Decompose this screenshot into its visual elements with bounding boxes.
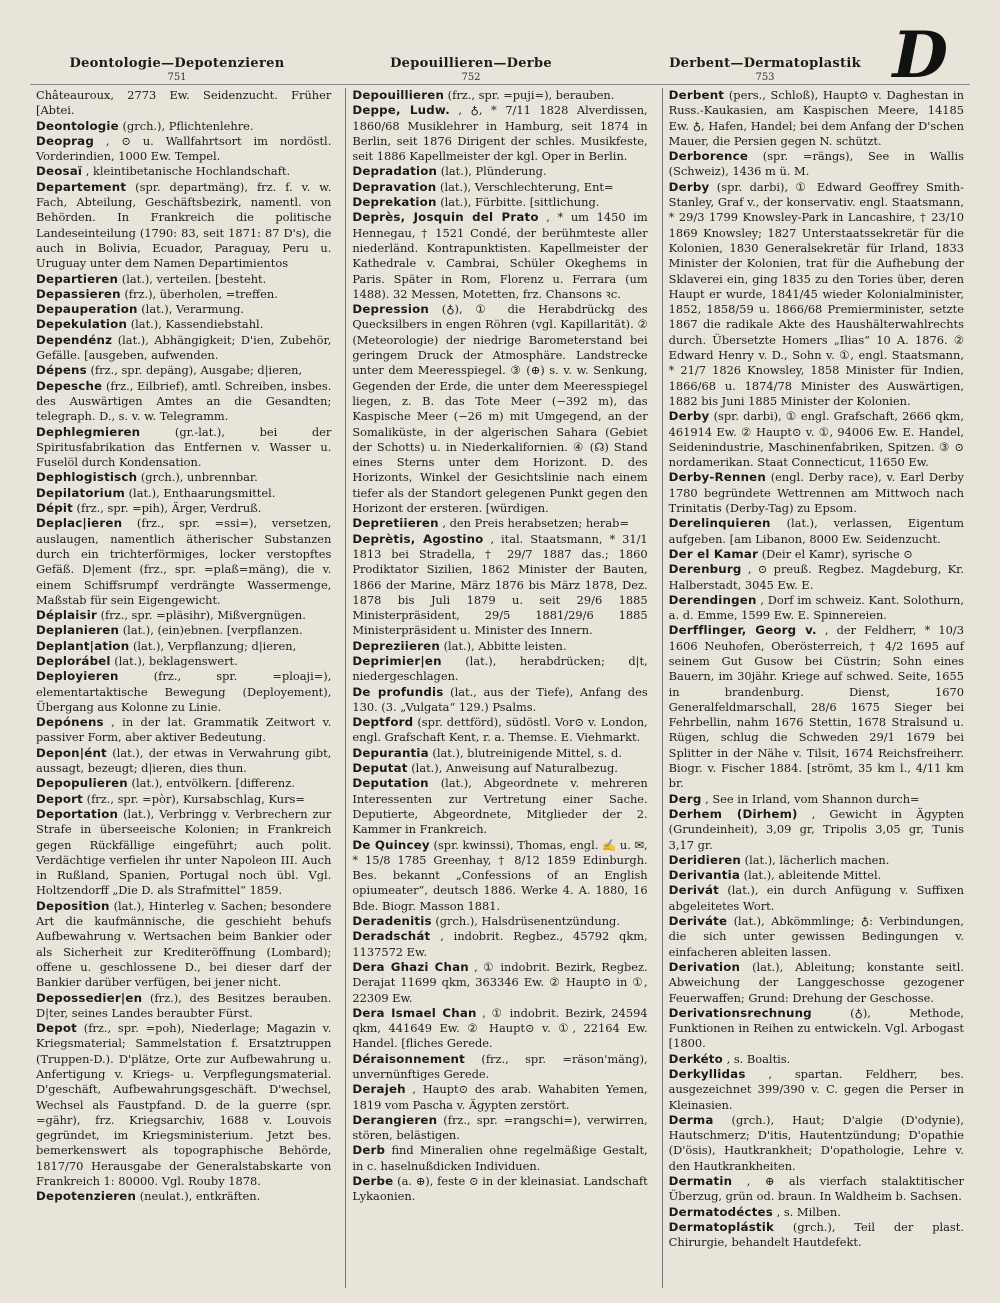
dictionary-entry: [352, 1006, 647, 1052]
entry-body: , spartan. Feldherr, bes. ausgezeichnet 399/390 v. C. gegen die Perser in Kleinasien.: [668, 1067, 964, 1112]
entry-body: (frz., spr. depäng), Ausgabe; d|ieren,: [86, 363, 303, 378]
dictionary-entry: [669, 807, 964, 853]
entry-headword: Déplaisir: [36, 608, 97, 623]
dictionary-entry: [669, 1113, 964, 1174]
entry-headword: Derma: [668, 1112, 714, 1127]
dictionary-entry: [352, 654, 647, 685]
entry-headword: Derby: [668, 179, 710, 194]
dictionary-entry: [36, 486, 331, 501]
entry-headword: Depradation: [352, 164, 438, 179]
page-number: 753: [755, 72, 775, 83]
entry-body: Châteauroux, 2773 Ew. Seidenzucht. Früher [Abtei.: [36, 88, 332, 118]
entry-headword: Dermatoplástik: [668, 1219, 775, 1234]
entry-body: , in der lat. Grammatik Zeitwort v. passiver Form, aber aktiver Bedeutung.: [36, 715, 332, 745]
entry-body: , ⊙ u. Wallfahrtsort im nordöstl. Vorderindien, 1000 Ew. Tempel.: [36, 133, 332, 164]
entry-body: (♁), Methode, Funktionen in Reihen zu entwickeln. Vgl. Arbogast [1800.: [668, 1005, 964, 1051]
dictionary-entry: [352, 776, 647, 837]
entry-headword: Dépens: [36, 363, 87, 378]
dictionary-entry: [352, 1174, 647, 1205]
dictionary-entry: [36, 302, 331, 317]
entry-headword: Derg: [668, 791, 702, 806]
entry-headword: Dephlogistisch: [36, 470, 138, 485]
entry-body: , Haupt⊙ des arab. Wahabiten Yemen, 1819 vom Pascha v. Ägypten zerstört.: [352, 1082, 648, 1112]
entry-body: (frz.), überholen, =treffen.: [120, 286, 278, 301]
entry-body: (frz., spr. =poh), Niederlage; Magazin v. Kriegsmaterial; Sammelstation f. Ersatztruppen (Truppen-D.). D'plätze, Orte zur Aufbewahrung u. Anfertigung v. Kriegs- u. Verpflegungsmaterial. D'geschäft, Aufbewahrungsgeschäft. D'wechsel, Wechsel als Faustpfand. D. de la guerre (spr. =gähr), frz. Kriegsarchiv, 1688 v. Louvois gegründet, im Kriegsministerium. Jetzt bes. bemerkenswert als topographische Behörde, 1817/70 Herausgabe der Generalstabskarte von Frankreich 1: 80000. Vgl. Rouby 1878.: [36, 1021, 332, 1189]
dictionary-entry: [669, 792, 964, 807]
entry-body: (frz., spr. =pòr), Kursabschlag, Kurs=: [83, 791, 305, 806]
dictionary-entry: [352, 532, 647, 639]
dictionary-entry: [352, 88, 647, 103]
entry-body: (♁), ① die Herabdrückg des Quecksilbers in engen Röhren (vgl. Kapillarität). ② (Meteorologie) der niedrige Barometerstand bei geringem Druck der Atmosphäre. Landstrecke unter dem Meeresspiegel. ③ (⊕) s. v. w. Senkung, Gegenden der Erde, die unter dem Meeresspiegel liegen, z. B. das Tote Meer (−392 m), das Kaspische Meer (−26 m) mit Umgegend, an der Somaliküste, in der algerischen Sahara (Gebiet der Schotts) u. in Niederkalifornien. ④ (☊) Stand eines Sterns unter dem Horizont. D. des Horizonts, Winkel der Gesichtslinie nach einem tiefer als der Standort gelegenen Punkt gegen den Horizont der ersteren. [würdigen.: [352, 302, 648, 516]
entry-headword: Deridieren: [668, 852, 742, 867]
dictionary-entry: [36, 807, 331, 899]
entry-headword: Deployieren: [36, 669, 119, 684]
dictionary-entry: [352, 838, 647, 914]
entry-body: (a. ⊕), feste ⊙ in der kleinasiat. Landschaft Lykaonien.: [352, 1174, 648, 1204]
entry-body: (lat.), der etwas in Verwahrung gibt, aussagt, bezeugt; d|ieren, dies thun.: [36, 745, 332, 776]
entry-headword: Dermatin: [668, 1174, 733, 1189]
dictionary-entry: [352, 960, 647, 1006]
dictionary-entry: [352, 180, 647, 195]
dictionary-entry: [669, 88, 964, 149]
entry-headword: Derfflinger, Georg v.: [668, 623, 817, 638]
entry-headword: Deradschát: [352, 929, 431, 944]
dictionary-entry: [669, 914, 964, 960]
dictionary-entry: [36, 134, 331, 165]
entry-headword: Deriváte: [668, 914, 728, 929]
running-header-middle: [324, 56, 618, 83]
dictionary-entry: [669, 868, 964, 883]
entry-body: (frz., spr. =ploaji=), elementartaktische Bewegung (Deployement), Übergang aus Kolonne zu Linie.: [36, 669, 332, 714]
entry-headword: Depotenzieren: [36, 1189, 137, 1204]
entry-headword: De Quincey: [352, 837, 430, 852]
entry-body: , den Preis herabsetzen; herab=: [438, 516, 629, 531]
entry-body: (grch.), Teil der plast. Chirurgie, behandelt Hautdefekt.: [668, 1219, 964, 1250]
entry-body: , der Feldherr, * 10/3 1606 Neuhofen, Oberösterreich, † 4/2 1695 auf seinem Gut Gusow bei Cüstrin; Sohn eines Bauern, im 30jähr. Kriege auf schwed. Seite, 1655 in brandenburg. Dienst, 1670 Generalfeldmarschall, 28/6 1675 Sieger bei Fehrbellin, nahm 1676 Stettin, 1678 Stralsund u. Rügen, schlug die Schweden 29/1 1679 bei Splitter in der Nähe v. Tilsit, 1674 Reichsfreiherr. Biogr. v. Fischer 1884. [strömt, 35 km l., 4/11 km br.: [668, 623, 964, 791]
page-number: 752: [461, 72, 481, 83]
entry-headword: Depon|ént: [36, 745, 107, 760]
dictionary-entry: [669, 547, 964, 562]
entry-body: , indobrit. Regbez., 45792 qkm, 1137572 Ew.: [352, 929, 648, 959]
entry-headword: Depilatorium: [36, 485, 125, 500]
entry-headword: Depopulieren: [36, 776, 128, 791]
columns: [30, 88, 970, 1288]
entry-body: (lat.), Abhängigkeit; D'ien, Zubehör, Gefälle. [ausgeben, aufwenden.: [36, 332, 332, 363]
entry-headword: Derenburg: [668, 562, 742, 577]
entry-headword: Dephlegmieren: [36, 424, 141, 439]
entry-headword: Derb: [352, 1143, 386, 1158]
entry-body: , ⊙ preuß. Regbez. Magdeburg, Kr. Halberstadt, 3045 Ew. E.: [668, 562, 964, 592]
dictionary-entry: [36, 333, 331, 364]
entry-body: , Gewicht in Ägypten (Grundeinheit), 3,09 gr, Tripolis 3,05 gr, Tunis 3,17 gr.: [668, 806, 964, 852]
entry-body: (spr. =rängs), See in Wallis (Schweiz), 1436 m ü. M.: [668, 149, 964, 179]
entry-headword: Derelinquieren: [668, 516, 771, 531]
dictionary-entry: [352, 929, 647, 960]
entry-body: (lat.), beklagenswert.: [110, 653, 238, 668]
dictionary-entry: [669, 960, 964, 1006]
entry-body: (frz., spr. =puji=), berauben.: [444, 88, 615, 102]
entry-body: (grch.), Haut; D'algie (D'odynie), Hautschmerz; D'itis, Hautentzündung; D'opathie (D'ösis), Hautkrankheit; D'opathologie, Lehre v. den Hautkrankheiten.: [668, 1112, 964, 1173]
dictionary-entry: [36, 501, 331, 516]
entry-headword: Dermatodéctes: [668, 1204, 773, 1219]
dictionary-entry: [36, 639, 331, 654]
dictionary-entry: [36, 272, 331, 287]
running-header-left: [30, 56, 324, 83]
entry-headword: Depravation: [352, 179, 437, 194]
entry-body: (grch.), Halsdrüsenentzündung.: [431, 914, 620, 929]
column-left: [30, 88, 337, 1288]
entry-headword: Depesche: [36, 378, 103, 393]
dictionary-entry: [352, 210, 647, 302]
entry-body: (frz., spr. =räson'mäng), unvernünftiges Gerede.: [352, 1051, 648, 1081]
dictionary-entry: [669, 149, 964, 180]
entry-headword: Deputat: [352, 761, 408, 776]
entry-headword: Derivát: [668, 883, 720, 898]
dictionary-entry: [669, 1205, 964, 1220]
dictionary-entry: [669, 180, 964, 409]
header-title: Depouillieren—Derbe: [390, 56, 552, 71]
entry-headword: Depouillieren: [352, 88, 445, 102]
entry-headword: Dependénz: [36, 332, 113, 347]
dictionary-entry: [669, 623, 964, 791]
entry-body: , s. Milben.: [772, 1204, 841, 1219]
header-rule: [30, 84, 970, 85]
entry-body: (spr. departmäng), frz. f. v. w. Fach, Abteilung, Geschäftsbezirk, namentl. von Behörden. In Frankreich die politische Landeseinteilung (1790: 83, seit 1871: 87 D's), die auch in Bolivia, Ecuador, Paraguay, Peru u. Uruguay unter dem Namen Departimientos: [36, 179, 332, 271]
entry-body: (spr. kwinssi), Thomas, engl. ✍ u. ✉, * 15/8 1785 Greenhay, † 8/12 1859 Edinburgh. Bes. bekannt „Confessions of an English opiumeater“, deutsch 1886. Werke 4. A. 1880, 16 Bde. Biogr. Masson 1881.: [352, 837, 648, 913]
entry-headword: Deplac|ieren: [36, 516, 123, 531]
entry-headword: Derendingen: [668, 592, 757, 607]
dictionary-entry: [352, 1082, 647, 1113]
entry-body: find Mineralien ohne regelmäßige Gestalt, in c. haselnußdicken Individuen.: [352, 1143, 648, 1173]
dictionary-entry: [36, 1189, 331, 1204]
entry-body: (spr. darbi), ① engl. Grafschaft, 2666 qkm, 461914 Ew. ② Haupt⊙ v. ①, 94006 Ew. E. Handel, Seidenindustrie, Maschinenfabriken, Spitzen. ③ ⊙ nordamerikan. Staat Connecticut, 11650 Ew.: [668, 409, 964, 470]
entry-headword: Dera Ismael Chan: [352, 1005, 477, 1020]
entry-headword: Deradenitis: [352, 914, 432, 929]
entry-body: (lat.), Verarmung.: [137, 302, 244, 317]
entry-body: (lat.), Verpflanzung; d|ieren,: [129, 638, 297, 653]
entry-body: , s. Boaltis.: [722, 1051, 791, 1066]
entry-headword: Dera Ghazi Chan: [352, 959, 469, 974]
entry-body: (lat.), verlassen, Eigentum aufgeben. [am Libanon, 8000 Ew. Seidenzucht.: [668, 516, 964, 546]
dictionary-entry: [669, 470, 964, 516]
entry-headword: Depreziieren: [352, 638, 440, 653]
dictionary-entry: [36, 425, 331, 471]
dictionary-entry: [669, 1006, 964, 1052]
entry-body: (spr. darbi), ① Edward Geoffrey Smith-Stanley, Graf v., der konservativ. engl. Staatsmann, * 29/3 1799 Knowsley-Park in Lancashire, † 23/10 1869 Knowsley; 1827 Unterstaatssekretär für die Kolonien, 1830 Generalsekretär für Irland, 1833 Minister der Kolonien, trat für die Aufhebung der Sklaverei ein, ging 1835 zu den Tories über, deren Haupt er wurde, 1841/45 wieder Kolonialminister, 1852, 1858/59 u. 1866/68 Premierminister, setzte 1867 die radikale Akte des Haushälterwahlrechts durch. Übersetzte Homers „Ilias“ 10 A. 1876. ② Edward Henry v. D., Sohn v. ①, engl. Staatsmann, * 21/7 1826 Knowsley, 1858 Minister für Indien, 1866/68 u. 1874/78 Minister des Auswärtigen, 1882 bis Juni 1885 Minister der Kolonien.: [668, 179, 964, 408]
entry-body: (lat.), verteilen. [besteht.: [118, 271, 267, 286]
entry-headword: Depassieren: [36, 286, 121, 301]
entry-body: (frz., spr. =rangschi=), verwirren, stören, belästigen.: [352, 1112, 648, 1143]
entry-body: (frz., spr. =pläsihr), Mißvergnügen.: [96, 608, 306, 623]
entry-headword: Depression: [352, 302, 429, 317]
dictionary-entry: [352, 302, 647, 516]
entry-body: (neulat.), entkräften.: [136, 1189, 261, 1204]
entry-headword: Deprès, Josquin del Prato: [352, 210, 539, 225]
entry-body: (frz., Eilbrief), amtl. Schreiben, insbes. des Auswärtigen Amtes an die Gesandten; telegraph. D., s. v. w. Telegramm.: [36, 378, 332, 424]
entry-body: (pers., Schloß), Haupt⊙ v. Daghestan in Russ.-Kaukasien, am Kaspischen Meere, 14185 Ew. ♁, Hafen, Handel; bei dem Anfang der D'schen Mauer, die Persien gegen N. schützt.: [668, 88, 964, 148]
entry-body: (lat.), Anweisung auf Naturalbezug.: [407, 761, 618, 776]
entry-body: (lat.), blutreinigende Mittel, s. d.: [428, 745, 622, 760]
entry-body: (lat., aus der Tiefe), Anfang des 130. (3. „Vulgata“ 129.) Psalms.: [352, 684, 648, 714]
entry-body: (Deir el Kamr), syrische ⊙: [758, 546, 913, 561]
entry-body: (lat.), Abbitte leisten.: [439, 638, 567, 653]
entry-headword: Deplanieren: [36, 623, 120, 638]
dictionary-entry: [669, 1174, 964, 1205]
entry-body: (gr.-lat.), bei der Spiritusfabrikation das Entfernen v. Wasser u. Fuselöl durch Kondensation.: [36, 424, 332, 470]
entry-headword: Deposition: [36, 898, 110, 913]
entry-body: (engl. Derby race), v. Earl Derby 1780 begründete Wettrennen am Mittwoch nach Trinitatis (Derby-Tag) zu Epsom.: [668, 470, 964, 516]
dictionary-entry: [669, 593, 964, 624]
entry-headword: Derivationsrechnung: [668, 1005, 812, 1020]
entry-headword: Deptford: [352, 715, 414, 730]
entry-headword: Derkyllidas: [668, 1067, 746, 1081]
entry-headword: Departieren: [36, 271, 119, 286]
dictionary-entry: [352, 103, 647, 164]
entry-headword: Depot: [36, 1021, 77, 1036]
entry-headword: Deppe, Ludw.: [352, 103, 450, 118]
entry-headword: Derivantia: [668, 868, 741, 883]
entry-headword: Deprimier|en: [352, 653, 442, 668]
dictionary-entry: [36, 164, 331, 179]
entry-headword: Deosaï: [36, 164, 83, 179]
dictionary-entry: [669, 1220, 964, 1251]
entry-body: , ⊕ als vierfach stalaktitischer Überzug, grün od. braun. In Waldheim b. Sachsen.: [668, 1174, 964, 1204]
entry-headword: Derkéto: [668, 1051, 723, 1066]
dictionary-entry: [669, 853, 964, 868]
entry-headword: Derbe: [352, 1174, 394, 1189]
entry-headword: Derbent: [668, 88, 725, 102]
dictionary-entry: [352, 1113, 647, 1144]
entry-headword: Depauperation: [36, 302, 138, 317]
dictionary-entry: [36, 991, 331, 1022]
dictionary-entry: [352, 685, 647, 716]
dictionary-entry: [352, 715, 647, 746]
entry-headword: Derhem (Dirhem): [668, 806, 798, 821]
entry-body: (frz.), des Besitzes berauben. D|ter, seines Landes beraubter Fürst.: [36, 990, 332, 1020]
entry-headword: Derborence: [668, 149, 749, 164]
dictionary-entry: [352, 1052, 647, 1083]
entry-headword: Deoprag: [36, 133, 94, 148]
entry-body: (lat.), ein durch Anfügung v. Suffixen abgeleitetes Wort.: [668, 883, 964, 913]
dictionary-entry: [36, 516, 331, 608]
dictionary-entry: [36, 608, 331, 623]
dictionary-entry: [36, 623, 331, 638]
entry-headword: Derby: [668, 409, 710, 424]
entry-headword: Depossedier|en: [36, 990, 143, 1005]
dictionary-entry: [36, 792, 331, 807]
entry-headword: Deportation: [36, 806, 119, 821]
header-title: Derbent—Dermatoplastik: [669, 56, 861, 71]
dictionary-entry: [36, 470, 331, 485]
dictionary-entry: [352, 164, 647, 179]
entry-body: (lat.), Enthaarungsmittel.: [124, 485, 276, 500]
entry-body: , * um 1450 im Hennegau, † 1521 Condé, der berühmteste aller niederländ. Kontrapunktisten. Kapellmeister der Kathedrale v. Cambrai, Schüler Okeghems in Paris. Später in Rom, Florenz u. Ferrara (um 1488). 32 Messen, Motetten, frz. Chansons ꝛc.: [352, 210, 648, 301]
entry-headword: Derby-Rennen: [668, 470, 766, 485]
dictionary-entry: [36, 654, 331, 669]
entry-body: (lat.), Abkömmlinge; ♁: Verbindungen, die sich unter gewissen Bedingungen v. einfacheren ableiten lassen.: [668, 914, 964, 959]
dictionary-entry: [36, 1021, 331, 1189]
entry-body: (frz., spr. =ssi=), versetzen, auslaugen, namentlich ätherischer Substanzen durch ein trichterförmiges, locker verstopftes Gefäß. D|ement (frz., spr. =plaß=mäng), die v. einem Schiffsrumpf verdrängte Wassermenge, Maßstab für sein Eigengewicht.: [36, 516, 332, 607]
dictionary-entry: [352, 1143, 647, 1174]
entry-headword: Dépit: [36, 501, 73, 516]
dictionary-entry: [352, 195, 647, 210]
entry-headword: Deplant|ation: [36, 638, 130, 653]
dictionary-entry: [36, 746, 331, 777]
entry-body: , See in Irland, vom Shannon durch=: [701, 791, 920, 806]
entry-body: , ① indobrit. Bezirk, Regbez. Derajat 11699 qkm, 363346 Ew. ② Haupt⊙ in ①, 22309 Ew.: [352, 959, 648, 1005]
dictionary-entry: [36, 180, 331, 272]
dictionary-entry: [36, 119, 331, 134]
entry-headword: Deprètis, Agostino: [352, 531, 484, 546]
entry-body: , kleintibetanische Hochlandschaft.: [82, 164, 291, 179]
entry-body: (lat.), Hinterleg v. Sachen; besondere Art die kaufmännische, die geschieht behufs Aufbewahrung v. Wertsachen beim Bankier oder als Sicherheit zur Krediteröffnung (Lombard); offene u. geschlossene D., bei dieser darf der Bankier darüber verfügen, bei jener nicht.: [36, 898, 332, 990]
dictionary-entry: [36, 899, 331, 991]
dictionary-entry: [669, 516, 964, 547]
entry-body: (lat.), Ableitung; konstante seitl. Abweichung der Langgeschosse gezogener Feuerwaffen; Grund: Drehung der Geschosse.: [668, 959, 964, 1005]
dictionary-entry: [36, 379, 331, 425]
header-title: Deontologie—Depotenzieren: [69, 56, 285, 71]
entry-body: , Dorf im schweiz. Kant. Solothurn, a. d. Emme, 1599 Ew. E. Spinnereien.: [668, 592, 964, 623]
thumb-index-letter: D: [892, 18, 948, 93]
dictionary-entry: [352, 761, 647, 776]
entry-body: (lat.), ableitende Mittel.: [740, 868, 882, 883]
entry-body: (lat.), Plünderung.: [437, 164, 547, 179]
dictionary-entry: [352, 914, 647, 929]
column-middle: [345, 88, 653, 1288]
column-right: [662, 88, 970, 1288]
dictionary-entry: [352, 746, 647, 761]
entry-headword: Deport: [36, 791, 83, 806]
entry-body: (lat.), Verbringg v. Verbrechern zur Strafe in überseeische Kolonien; in Frankreich gegen Rückfällige eingeführt; auch polit. Verdächtige verfielen ihr unter Napoleon III. Auch in Rußland, Spanien, Portugal noch übl. Vgl. Holtzendorff „Die D. als Strafmittel“ 1859.: [36, 806, 332, 898]
dictionary-entry: [669, 1067, 964, 1113]
dictionary-entry: [36, 776, 331, 791]
running-header-right: [618, 56, 912, 83]
entry-headword: Deplorábel: [36, 653, 111, 668]
entry-headword: Deputation: [352, 776, 429, 791]
dictionary-entry: [669, 1052, 964, 1067]
dictionary-entry: [669, 409, 964, 470]
entry-headword: Depekulation: [36, 317, 128, 332]
page-number: 751: [167, 72, 187, 83]
entry-headword: Der el Kamar: [668, 546, 759, 561]
entry-headword: Depretiieren: [352, 516, 439, 531]
dictionary-entry: [352, 639, 647, 654]
entry-headword: Deontologie: [36, 118, 119, 133]
entry-headword: Depónens: [36, 715, 104, 730]
dictionary-entry: [352, 516, 647, 531]
dictionary-entry: [669, 883, 964, 914]
entry-headword: Depurantia: [352, 745, 429, 760]
dictionary-entry: [36, 317, 331, 332]
entry-headword: Deprekation: [352, 195, 437, 210]
entry-body: (spr. dettförd), südöstl. Vor⊙ v. London, engl. Grafschaft Kent, r. a. Themse. E. Viehmarkt.: [352, 715, 648, 745]
entry-headword: Derivation: [668, 959, 741, 974]
entry-headword: De profundis: [352, 684, 444, 699]
running-headers: [30, 56, 912, 83]
entry-body: (lat.), herabdrücken; d|t, niedergeschlagen.: [352, 653, 648, 684]
entry-body: (lat.), Verschlechterung, Ent=: [436, 179, 614, 194]
entry-headword: Derajeh: [352, 1082, 406, 1097]
entry-headword: Departement: [36, 179, 127, 194]
entry-body: (lat.), Kassendiebstahl.: [127, 317, 264, 332]
entry-headword: Derangieren: [352, 1112, 438, 1127]
dictionary-entry: [669, 562, 964, 593]
entry-body: (lat.), lächerlich machen.: [741, 852, 890, 867]
entry-body: (lat.), Abgeordnete v. mehreren Interessenten zur Vertretung einer Sache. Deputierte, Abgeordnete, Mitglieder der 2. Kammer in Frankreich.: [352, 776, 648, 837]
entry-body: (frz., spr. =pih), Ärger, Verdruß.: [72, 501, 262, 516]
entry-body: (lat.), Fürbitte. [sittlichung.: [436, 195, 600, 210]
entry-body: (lat.), (ein)ebnen. [verpflanzen.: [119, 623, 303, 638]
entry-body: , ① indobrit. Bezirk, 24594 qkm, 441649 Ew. ② Haupt⊙ v. ①, 22164 Ew. Handel. [fliches Gerede.: [352, 1005, 648, 1051]
dictionary-entry: [36, 287, 331, 302]
dictionary-entry: [36, 715, 331, 746]
dictionary-entry: [36, 363, 331, 378]
entry-body: , ital. Staatsmann, * 31/1 1813 bei Stradella, † 29/7 1887 das.; 1860 Prodiktator Sizilien, 1862 Minister der Bauten, 1866 der Marine, März 1876 bis März 1878, Dez. 1878 bis Juli 1879 u. seit 29/6 1885 Ministerpräsident, 29/5 1881/29/6 1885 Ministerpräsident u. Minister des Innern.: [352, 531, 648, 638]
entry-body: (grch.), unbrennbar.: [137, 470, 258, 485]
entry-headword: Déraisonnement: [352, 1051, 465, 1066]
dictionary-entry: [36, 669, 331, 715]
entry-body: , ♁, * 7/11 1828 Alverdissen, 1860/68 Musiklehrer in Hamburg, seit 1874 in Berlin, seit 1876 Dirigent der schles. Musikfeste, seit 1886 Kapellmeister der kgl. Oper in Berlin.: [352, 103, 648, 164]
entry-body: (lat.), entvölkern. [differenz.: [127, 776, 295, 791]
entry-body: (grch.), Pflichtenlehre.: [118, 118, 254, 133]
dictionary-entry: [36, 88, 331, 119]
